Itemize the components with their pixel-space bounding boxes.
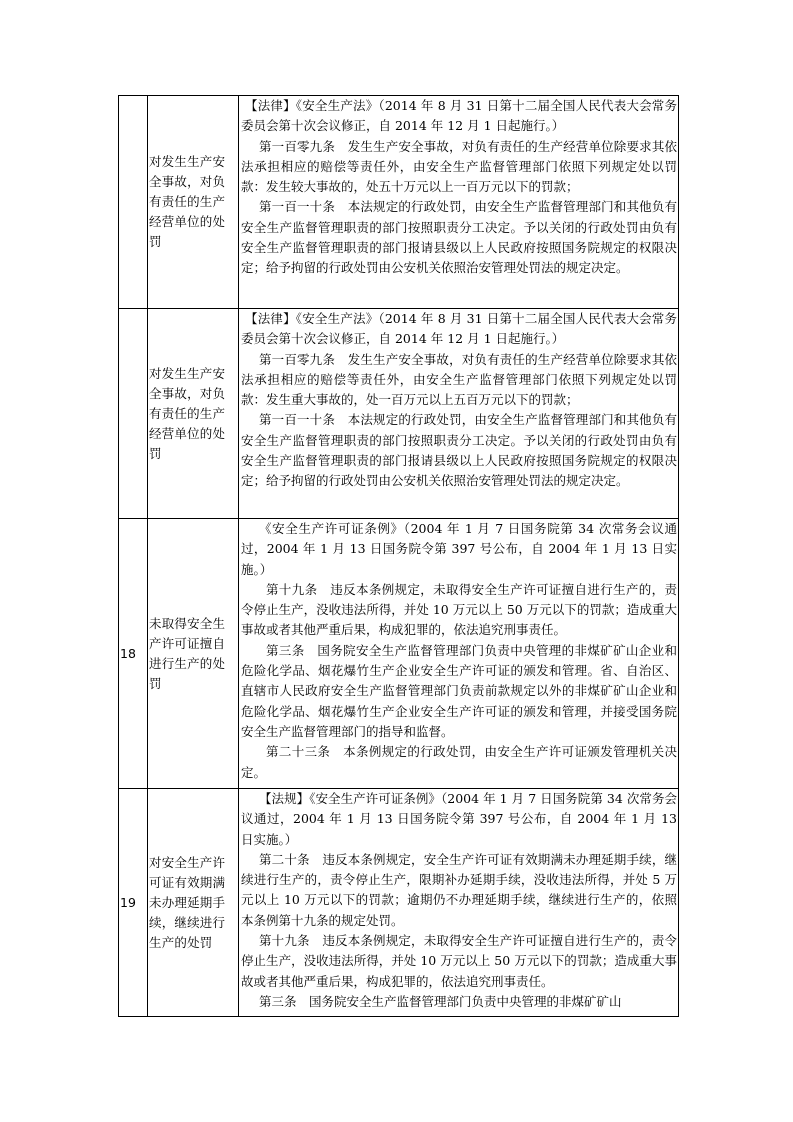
law-article: 第一百一十条 本法规定的行政处罚，由安全生产监督管理部门和其他负有安全生产监督管理职责的部门按照职责分工决定。予以关闭的行政处罚由负有安全生产监督管理职责的部门报请县级以上人民政府按照国务院规定的权限决定；给予拘留的行政处罚由公安机关依照治安管理处罚法的规定决定。: [241, 199, 677, 276]
law-article: 第二十三条 本条例规定的行政处罚，由安全生产许可证颁发管理机关决定。: [241, 744, 677, 780]
law-article: 第十九条 违反本条例规定，未取得安全生产许可证擅自进行生产的，责令停止生产，没收违法所得，并处 10 万元以上 50 万元以下的罚款；造成重大事故或者其他严重后果，构成犯罪的，依法追究刑事责任。: [241, 933, 677, 989]
law-article: 第三条 国务院安全生产监督管理部门负责中央管理的非煤矿矿山: [259, 993, 622, 1009]
table-row: [119, 96, 679, 309]
table-row: [119, 789, 679, 1017]
law-article: 第二十条 违反本条例规定，安全生产许可证有效期满未办理延期手续，继续进行生产的，责令停止生产，限期补办延期手续，没收违法所得，并处 5 万元以上 10 万元以下的罚款；逾期仍不办理延期手续，继续进行生产的，依照本条例第十九条的规定处罚。: [241, 851, 677, 928]
table-row: [119, 309, 679, 519]
legal-basis: [239, 519, 679, 789]
legal-basis: [239, 789, 679, 1017]
law-citation: 【法律】《安全生产法》（2014 年 8 月 31 日第十二届全国人民代表大会常务委员会第十次会议修正，自 2014 年 12 月 1 日起施行。）: [241, 98, 677, 134]
law-citation: 【法律】《安全生产法》（2014 年 8 月 31 日第十二届全国人民代表大会常务委员会第十次会议修正，自 2014 年 12 月 1 日起施行。）: [241, 311, 677, 347]
penalty-item: 对发生生产安全事故，对负有责任的生产经营单位的处罚: [148, 96, 239, 309]
penalty-item: 未取得安全生产许可证擅自进行生产的处罚: [148, 519, 239, 789]
regulation-table: [118, 95, 679, 1017]
law-article: 第三条 国务院安全生产监督管理部门负责中央管理的非煤矿矿山企业和危险化学品、烟花爆竹生产企业安全生产许可证的颁发和管理。省、自治区、直辖市人民政府安全生产监督管理部门负责前款规定以外的非煤矿矿山企业和危险化学品、烟花爆竹生产企业安全生产许可证的颁发和管理，并接受国务院安全生产监督管理部门的指导和监督。: [241, 642, 677, 739]
law-article: 第一百零九条 发生生产安全事故，对负有责任的生产经营单位除要求其依法承担相应的赔偿等责任外，由安全生产监督管理部门依照下列规定处以罚款：发生较大事故的，处五十万元以上一百万元以下的罚款；: [241, 138, 677, 195]
table-row: [119, 519, 679, 789]
penalty-item: 对安全生产许可证有效期满未办理延期手续，继续进行生产的处罚: [148, 789, 239, 1017]
penalty-item: 对发生生产安全事故，对负有责任的生产经营单位的处罚: [148, 309, 239, 519]
row-number: 19: [119, 789, 148, 1017]
legal-basis: [239, 96, 679, 309]
law-article: 第一百零九条 发生生产安全事故，对负有责任的生产经营单位除要求其依法承担相应的赔偿等责任外，由安全生产监督管理部门依照下列规定处以罚款：发生重大事故的，处一百万元以上五百万元以下的罚款；: [241, 351, 677, 408]
law-citation: 《安全生产许可证条例》（2004 年 1 月 7 日国务院第 34 次常务会议通过，2004 年 1 月 13 日国务院令第 397 号公布，自 2004 年 1 月 13 日实施。）: [241, 521, 677, 577]
law-citation: 【法规】《安全生产许可证条例》（2004 年 1 月 7 日国务院第 34 次常务会议通过，2004 年 1 月 13 日国务院令第 397 号公布，自 2004 年 1 月 13 日实施。）: [241, 791, 677, 847]
law-article: 第十九条 违反本条例规定，未取得安全生产许可证擅自进行生产的，责令停止生产，没收违法所得，并处 10 万元以上 50 万元以下的罚款；造成重大事故或者其他严重后果，构成犯罪的，依法追究刑事责任。: [241, 581, 677, 638]
law-article: 第一百一十条 本法规定的行政处罚，由安全生产监督管理部门和其他负有安全生产监督管理职责的部门按照职责分工决定。予以关闭的行政处罚由负有安全生产监督管理职责的部门报请县级以上人民政府按照国务院规定的权限决定；给予拘留的行政处罚由公安机关依照治安管理处罚法的规定决定。: [241, 412, 677, 489]
row-number: [119, 96, 148, 309]
legal-basis: [239, 309, 679, 519]
regulation-table-page: [118, 95, 678, 1017]
row-number: 18: [119, 519, 148, 789]
row-number: [119, 309, 148, 519]
